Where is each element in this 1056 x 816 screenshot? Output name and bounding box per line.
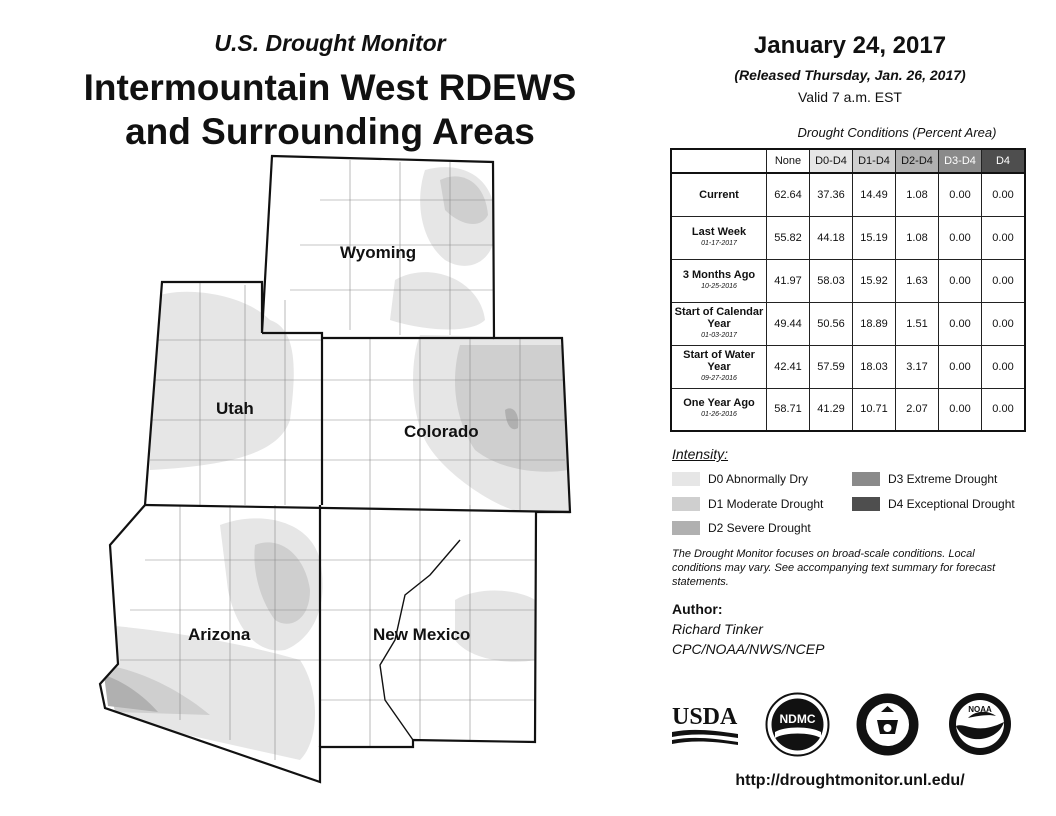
col-header-d0-d4: D0-D4 (810, 149, 853, 173)
state-label-utah: Utah (216, 399, 254, 418)
table-cell: 0.00 (939, 173, 982, 216)
row-date: 01-17-2017 (701, 239, 737, 247)
table-cell: 18.03 (853, 345, 896, 388)
row-label: Start of Calendar Year 01-03-2017 (671, 302, 767, 345)
row-date: 01-03-2017 (701, 331, 737, 339)
col-header-d3-d4: D3-D4 (939, 149, 982, 173)
svg-text:NOAA: NOAA (968, 705, 992, 714)
map-title-line1: Intermountain West RDEWS (83, 67, 577, 108)
table-cell: 0.00 (939, 259, 982, 302)
legend-swatch-d3 (852, 472, 880, 486)
state-label-colorado: Colorado (404, 422, 479, 441)
table-cell: 0.00 (982, 259, 1026, 302)
table-cell: 0.00 (982, 173, 1026, 216)
map-date: January 24, 2017 (753, 32, 947, 59)
legend-item-d3 (852, 472, 997, 486)
disclaimer-note: The Drought Monitor focuses on broad-scale conditions. Local conditions may vary. See accompanying text summary for forecast statements. (672, 548, 996, 588)
table-cell: 0.00 (939, 388, 982, 431)
table-cell: 14.49 (853, 173, 896, 216)
table-cell: 58.71 (767, 388, 810, 431)
legend-item-d0 (672, 472, 808, 486)
state-label-wyoming: Wyoming (340, 243, 417, 262)
commerce-seal-logo (855, 692, 920, 757)
drought-shading (104, 167, 570, 760)
table-cell: 1.08 (896, 173, 939, 216)
legend-label-d3: D3 Extreme Drought (888, 472, 998, 486)
col-header-d4: D4 (982, 149, 1026, 173)
row-date: 09-27-2016 (701, 374, 737, 382)
map-title-line2: and Surrounding Areas (125, 111, 535, 152)
author-label: Author: (672, 601, 723, 617)
table-cell: 2.07 (896, 388, 939, 431)
legend-item-d2 (672, 521, 811, 535)
table-row (671, 388, 1025, 431)
legend-label-d4: D4 Exceptional Drought (888, 497, 1015, 511)
table-row (671, 302, 1025, 345)
table-row (671, 216, 1025, 259)
release-date: (Released Thursday, Jan. 26, 2017) (734, 67, 966, 83)
row-date: 10-25-2016 (701, 282, 737, 290)
row-label: Current (671, 173, 767, 216)
row-label: Start of Water Year 09-27-2016 (671, 345, 767, 388)
author-org: CPC/NOAA/NWS/NCEP (672, 641, 825, 657)
d0-area-utah (150, 292, 294, 470)
ndmc-logo (765, 692, 830, 757)
legend-swatch-d2 (672, 521, 700, 535)
table-cell: 55.82 (767, 216, 810, 259)
table-cell: 57.59 (810, 345, 853, 388)
conditions-title: Drought Conditions (Percent Area) (797, 125, 997, 140)
col-header-none: None (767, 149, 810, 173)
legend-swatch-d4 (852, 497, 880, 511)
legend-swatch-d0 (672, 472, 700, 486)
table-cell: 0.00 (982, 302, 1026, 345)
map-subtitle: U.S. Drought Monitor (214, 30, 446, 56)
table-cell: 41.29 (810, 388, 853, 431)
table-cell: 44.18 (810, 216, 853, 259)
table-row (671, 345, 1025, 388)
table-cell: 0.00 (982, 388, 1026, 431)
table-cell: 0.00 (982, 345, 1026, 388)
website-link[interactable]: http://droughtmonitor.unl.edu/ (735, 772, 965, 789)
table-cell: 10.71 (853, 388, 896, 431)
table-cell: 42.41 (767, 345, 810, 388)
table-cell: 0.00 (939, 345, 982, 388)
table-cell: 0.00 (939, 216, 982, 259)
table-cell: 1.51 (896, 302, 939, 345)
legend-label-d1: D1 Moderate Drought (708, 497, 824, 511)
table-cell: 1.08 (896, 216, 939, 259)
table-cell: 1.63 (896, 259, 939, 302)
legend-item-d1 (672, 497, 823, 511)
author-name: Richard Tinker (672, 621, 763, 637)
table-cell: 50.56 (810, 302, 853, 345)
legend-label-d2: D2 Severe Drought (708, 521, 811, 535)
table-cell: 62.64 (767, 173, 810, 216)
table-row (671, 173, 1025, 216)
state-label-new-mexico: New Mexico (373, 625, 471, 644)
usda-logo (672, 700, 738, 748)
conditions-table (670, 148, 1026, 432)
legend-title: Intensity: (672, 446, 729, 462)
state-label-arizona: Arizona (188, 625, 251, 644)
table-row (671, 259, 1025, 302)
d0-area-wyoming-south (390, 272, 485, 329)
row-label: 3 Months Ago 10-25-2016 (671, 259, 767, 302)
table-cell: 37.36 (810, 173, 853, 216)
legend-label-d0: D0 Abnormally Dry (708, 472, 809, 486)
table-cell: 15.92 (853, 259, 896, 302)
map-title (20, 66, 640, 154)
table-cell: 58.03 (810, 259, 853, 302)
row-label: Last Week 01-17-2017 (671, 216, 767, 259)
row-date: 01-26-2016 (701, 411, 737, 419)
legend-swatch-d1 (672, 497, 700, 511)
table-cell: 0.00 (982, 216, 1026, 259)
table-cell: 41.97 (767, 259, 810, 302)
table-corner (671, 149, 767, 173)
legend-item-d4 (852, 497, 1015, 511)
valid-time: Valid 7 a.m. EST (797, 89, 902, 105)
table-cell: 0.00 (939, 302, 982, 345)
svg-text:NDMC: NDMC (779, 712, 816, 726)
svg-text:USDA: USDA (672, 704, 738, 730)
col-header-d1-d4: D1-D4 (853, 149, 896, 173)
noaa-logo (948, 692, 1012, 756)
table-cell: 15.19 (853, 216, 896, 259)
table-cell: 18.89 (853, 302, 896, 345)
col-header-d2-d4: D2-D4 (896, 149, 939, 173)
table-cell: 3.17 (896, 345, 939, 388)
table-cell: 49.44 (767, 302, 810, 345)
row-label: One Year Ago 01-26-2016 (671, 388, 767, 431)
